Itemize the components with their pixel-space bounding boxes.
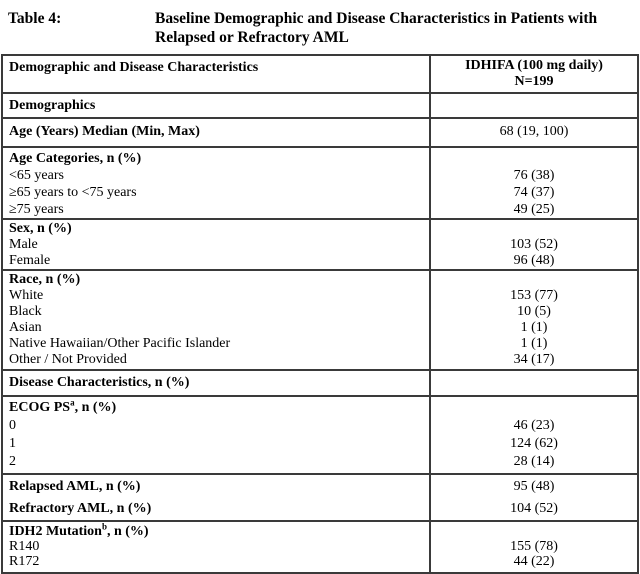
group-label: Race, n (%) [9,272,81,287]
row-value-cell [431,148,637,218]
header-treatment [431,56,637,92]
item-value: 49 (25) [513,202,555,217]
item-label: Female [9,253,51,268]
header-characteristics: Demographic and Disease Characteristics [3,56,431,92]
section-label: Demographics [9,98,96,113]
table-caption-line1: Baseline Demographic and Disease Characteristics in Patients with [155,10,598,27]
item-label: 1 [9,436,16,451]
table-row [3,397,637,475]
item-label: Black [9,304,42,319]
item-value: 10 (5) [517,304,551,319]
row-label-cell [3,94,431,117]
table-caption-label: Table 4: [8,10,62,27]
item-value: 153 (77) [510,288,558,303]
table-row [3,371,637,397]
row-label-cell [3,148,431,218]
table-row [3,475,637,522]
item-value: 155 (78) [510,539,558,554]
section-label: Disease Characteristics, n (%) [9,375,190,390]
item-value: 28 (14) [513,454,555,469]
item-label: Other / Not Provided [9,352,127,367]
group-label: Age Categories, n (%) [9,151,142,166]
header-treatment-line2: N=199 [514,74,554,89]
row-value-cell [431,119,637,146]
value-spacer [435,399,633,417]
table-row [3,119,637,148]
item-label: White [9,288,44,303]
item-value: 103 (52) [510,237,558,252]
item-value: 1 (1) [520,320,548,335]
table-row [3,148,637,220]
row-label: Age (Years) Median (Min, Max) [9,124,200,139]
row-value-cell [431,397,637,473]
item-label: Male [9,237,38,252]
row-label-cell [3,522,431,572]
row-value: 68 (19, 100) [499,124,569,139]
item-label: <65 years [9,168,64,183]
table-row [3,94,637,119]
table-caption [0,0,640,54]
item-label: Asian [9,320,42,335]
row-value-cell [431,94,637,117]
row-value-cell [431,271,637,369]
row-label: Refractory AML, n (%) [9,501,152,516]
row-label-cell [3,475,431,520]
item-value: 76 (38) [513,168,555,183]
value-spacer [435,272,633,288]
group-label: ECOG $PS^a$, n (%) [9,397,117,415]
footnote-marker: b [101,522,107,532]
group-label: Sex, n (%) [9,221,72,236]
header-treatment-line1: IDHIFA (100 mg daily) [465,58,603,73]
item-value: 74 (37) [513,185,555,200]
item-label: ≥65 years to <75 years [9,185,137,200]
item-label: Native Hawaiian/Other Pacific Islander [9,336,231,351]
item-value: 44 (22) [513,554,555,569]
table-body [3,94,637,572]
group-label: IDH2 Mutation$^b$, n (%) [9,522,149,539]
item-value: 46 (23) [513,418,555,433]
item-value: 96 (48) [513,253,555,268]
item-label: 0 [9,418,16,433]
row-value: 104 (52) [510,501,558,516]
value-spacer [435,524,633,539]
item-value: 1 (1) [520,336,548,351]
table-caption-line2: Relapsed or Refractory AML [155,29,349,46]
item-value: 34 (17) [513,352,555,367]
item-label: 2 [9,454,16,469]
table-caption-text [155,9,632,54]
table-header-row [3,56,637,94]
value-spacer [435,221,633,237]
table-row [3,220,637,271]
row-label-cell [3,397,431,473]
row-label-cell [3,119,431,146]
item-label: ≥75 years [9,202,64,217]
table-row [3,522,637,572]
row-value-cell [431,220,637,269]
item-value: 124 (62) [510,436,558,451]
row-label-cell [3,220,431,269]
footnote-marker: a [70,397,75,408]
row-label-cell [3,371,431,395]
demographics-table [1,54,639,574]
row-value-cell [431,522,637,572]
row-label: Relapsed AML, n (%) [9,479,141,494]
table-row [3,271,637,371]
item-label: R140 [9,539,40,554]
value-spacer [435,150,633,167]
row-value: 95 (48) [513,479,555,494]
row-value-cell [431,371,637,395]
item-label: R172 [9,554,40,569]
row-label-cell [3,271,431,369]
row-value-cell [431,475,637,520]
